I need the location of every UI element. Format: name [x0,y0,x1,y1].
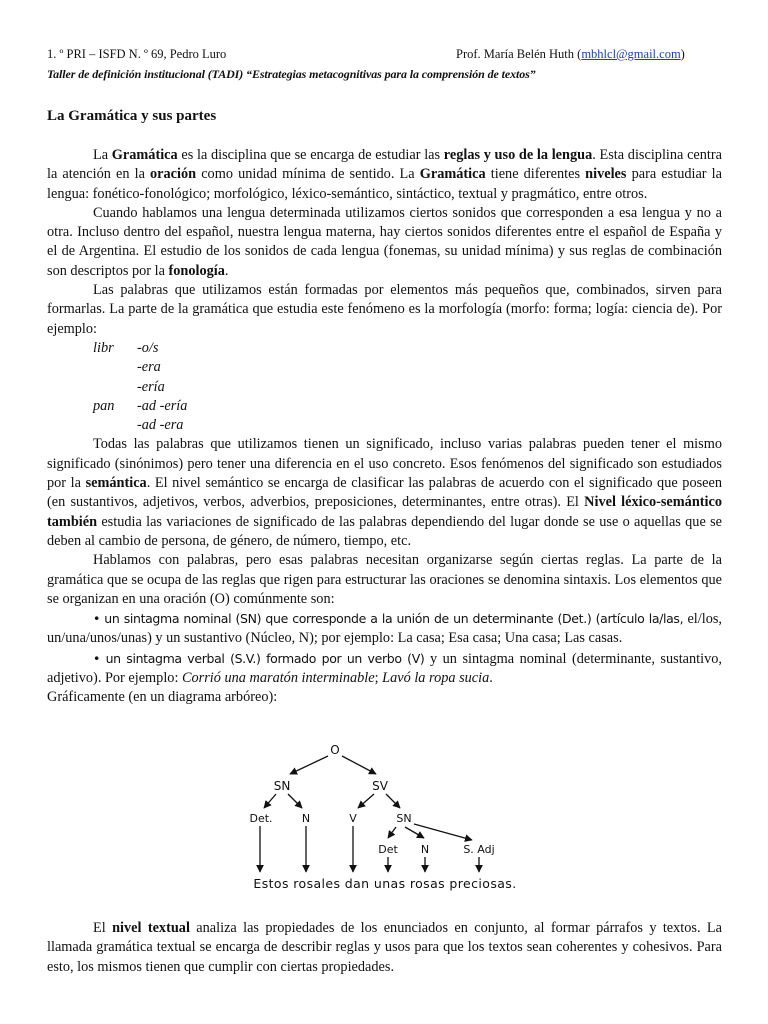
tree-sentence: Estos rosales dan unas rosas preciosas. [253,876,517,891]
tree-edge [358,794,374,808]
main-text [47,146,722,708]
tree-node-adj: S. Adj [463,843,495,856]
email-link[interactable]: mbhlcl@gmail.com [581,47,681,61]
paragraph-textual: El nivel textual analiza las propiedades de los enunciados en conjunto, al formar párrafos y textos. La llamada gramática textual se encarga de describir reglas y usos para que los textos sean coherentes y cohesivos. Para esto, los mismos tienen que cumplir con ciertas propiedades. [47,920,722,975]
tree-node-sn2: SN [396,812,412,825]
example-row: -ad -era [137,417,184,434]
diagram-intro: Gráficamente (en un diagrama arbóreo): [47,689,278,706]
tree-edge [288,794,302,808]
paragraph-phonology: Cuando hablamos una lengua determinada utilizamos ciertos sonidos que corresponden a esa lengua y no a otra. Incluso dentro del español, nuestra lengua materna, hay ciertos sonidos diferentes entre el español de España y el de Argentina. El estudio de los sonidos de cada lengua (fonemas, su unidad mínima) y sus reglas de combinación son descriptos por la fonología. [47,204,722,279]
tree-edge [290,756,328,774]
tree-node-sv: SV [372,779,388,793]
tree-node-n: N [301,812,311,825]
morphology-examples [47,339,722,435]
example-row: libr -o/s [93,339,159,356]
header-course: 1. º PRI – ISFD N. º 69, Pedro Luro [47,47,227,61]
tree-edge [342,756,376,774]
paragraph-syntax: Hablamos con palabras, pero esas palabras necesitan organizarse según ciertas reglas. La parte de la gramática que se ocupa de las reglas que rigen para estructurar las oraciones se denomina sintaxis. Los elementos que se organizan en una oración (O) comúnmente son: [47,552,722,607]
tree-edge [388,827,396,838]
page-header [47,46,722,62]
tree-node-sn: SN [273,779,291,793]
header-author-close: ) [680,47,685,61]
bullet-nominal-phrase: • un sintagma nominal (SN) que corresponde a la unión de un determinante (Det.) (artículo la/las, el/los, un/una/unos/unas) y un sustantivo (Núcleo, N); por ejemplo: La casa; Esa casa; Una casa; Las casas. [47,611,723,647]
tree-edge [386,794,400,808]
tree-edge [264,794,276,808]
paragraph-grammar: La Gramática es la disciplina que se encarga de estudiar las reglas y uso de la lengua. Esta disciplina centra la atención en la oración como unidad mínima de sentido. La Gramática tiene diferentes niveles para estudiar la lengua: fonético-fonológico; morfológico, léxico-semántico, sintáctico, textual y pragmático, entre otros. [47,147,722,202]
paragraph-semantics: Todas las palabras que utilizamos tienen un significado, incluso varias palabras pueden tener el mismo significado (sinónimos) pero tener una diferencia en el uso concreto. Esos fenómenos del significado son estudiados por la semántica. El nivel semántico se encarga de clasificar las palabras de acuerdo con el significado que poseen (en sustantivos, adjetivos, verbos, adverbios, preposiciones, determinantes, entre otras). El Nivel léxico-semántico también estudia las variaciones de significado de las palabras dependiendo del lugar donde se use o aquellas que se deben al cambio de persona, de género, de número, tiempo, etc. [47,436,722,549]
example-row: pan -ad -ería [93,397,188,414]
example-row: -era [137,359,161,376]
tree-node-root: O [330,743,340,757]
tree-node-det2: Det [378,843,398,856]
tree-node-det: Det. [249,812,273,825]
header-subtitle: Taller de definición institucional (TADI) “Estrategias metacognitivas para la comprensión de textos” [47,67,536,81]
header-author-name: Prof. María Belén Huth ( [456,47,582,61]
tree-edge [405,827,424,838]
header-author [456,46,685,62]
page-title: La Gramática y sus partes [47,108,217,124]
tree-node-v: V [349,812,357,825]
main-text-continued [47,919,722,977]
tree-node-n2: N [420,843,430,856]
paragraph-morphology: Las palabras que utilizamos están formadas por elementos más pequeños que, combinados, sirven para formarlas. La parte de la gramática que estudia este fenómeno es la morfología (morfo: forma; logía: ciencia de). Por ejemplo: [47,282,722,337]
example-row: -ería [137,378,165,395]
syntax-tree-diagram [232,738,542,898]
bullet-verbal-phrase: • un sintagma verbal (S.V.) formado por un verbo (V) y un sintagma nominal (determinante, sustantivo, adjetivo). Por ejemplo: Corrió una maratón interminable; Lavó la ropa sucia. [47,650,722,687]
